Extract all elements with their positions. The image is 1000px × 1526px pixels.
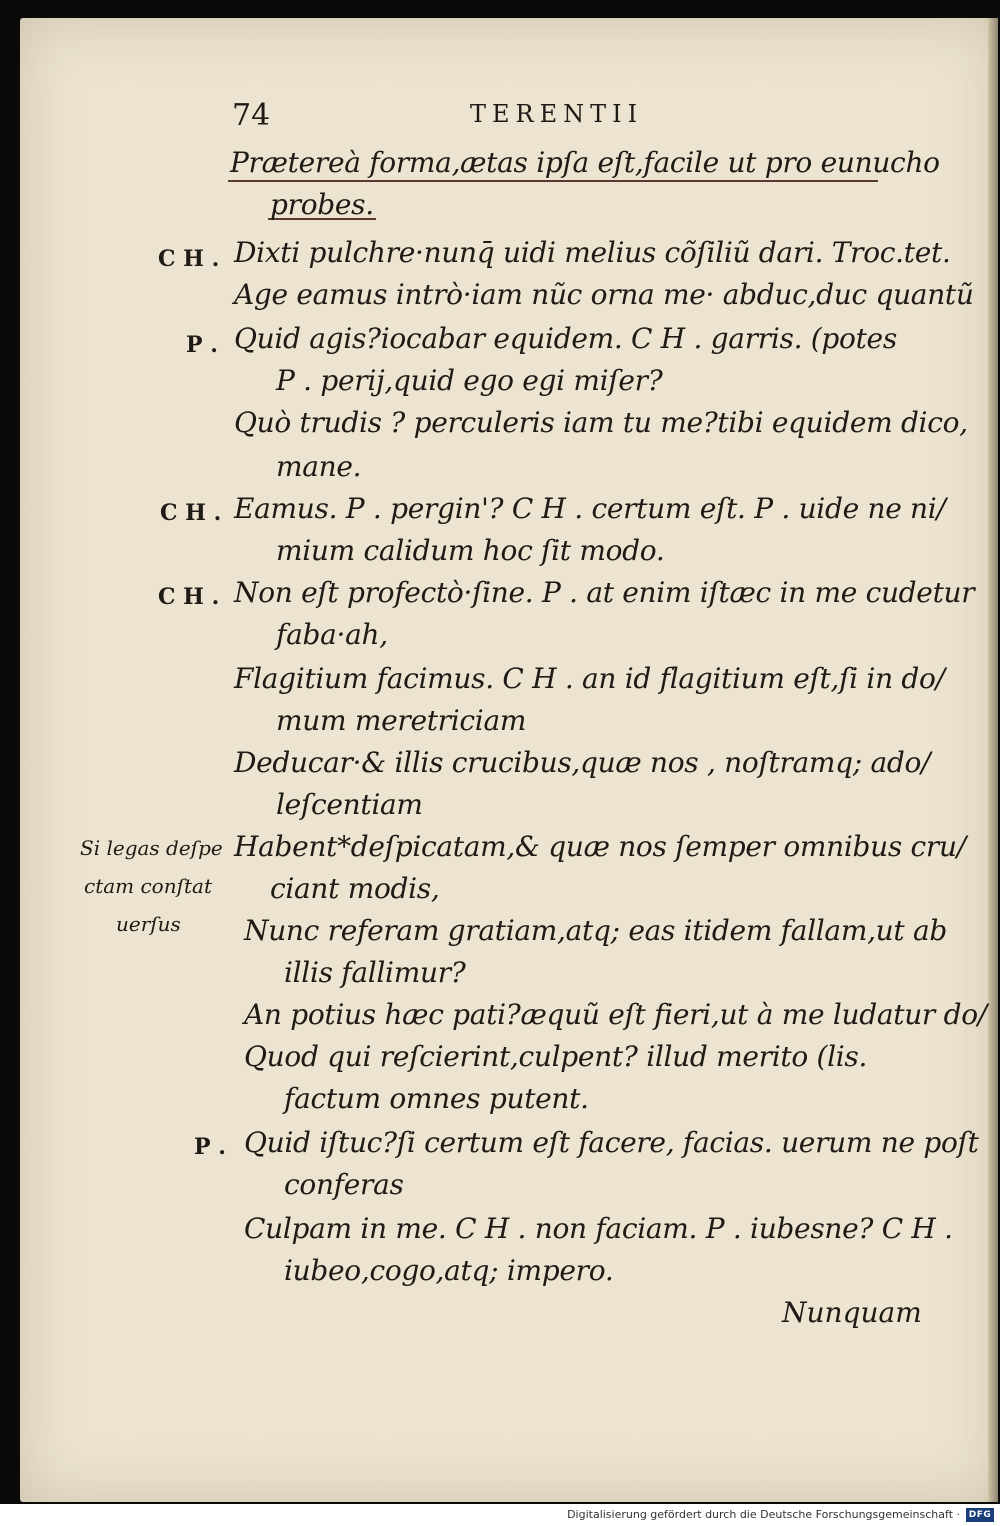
text-line: Culpam in me. C H . non faciam. P . iubesne? C H . — [244, 1212, 953, 1245]
text-line: Quid iſtuc?ſi certum eſt facere, facias. uerum ne poſt — [244, 1126, 979, 1159]
text-line: Quod qui reſcierint,culpent? illud merito (lis. — [244, 1040, 868, 1073]
text-line: Habent*deſpicatam,& quæ nos ſemper omnibus cru/ — [234, 830, 966, 863]
dfg-logo: DFG — [966, 1508, 994, 1522]
margin-note-line: Si legas deſpe — [80, 836, 223, 860]
page-number: 74 — [232, 98, 271, 133]
text-line: probes. — [270, 188, 374, 221]
footer-credit: Digitalisierung gefördert durch die Deutsche Forschungsgemeinschaft · — [567, 1508, 960, 1521]
speaker-label: C H . — [158, 584, 220, 610]
text-line: Nunc referam gratiam,atq; eas itidem fallam,ut ab — [244, 914, 947, 947]
text-line: leſcentiam — [276, 788, 423, 821]
footer-bar — [0, 1504, 1000, 1526]
text-line: P . perij,quid ego egi miſer? — [276, 364, 663, 397]
catchword: Nunquam — [782, 1296, 922, 1329]
text-line: mium calidum hoc ſit modo. — [276, 534, 665, 567]
speaker-label: P . — [186, 332, 218, 358]
text-line: Age eamus intrò·iam nũc orna me· abduc,duc quantũ — [234, 278, 974, 311]
margin-note-line: ctam conſtat — [84, 874, 213, 898]
speaker-label: C H . — [160, 500, 222, 526]
text-line: faba·ah, — [276, 618, 388, 651]
text-line: conferas — [284, 1168, 404, 1201]
speaker-label: C H . — [158, 246, 220, 272]
running-title: TERENTII — [470, 100, 644, 128]
text-line: mane. — [276, 450, 362, 483]
page-edge — [988, 18, 998, 1502]
text-line: Flagitium facimus. C H . an id flagitium eſt,ſi in do/ — [234, 662, 945, 695]
text-line: Non eſt profectò·ſine. P . at enim iſtæc in me cudetur — [234, 576, 975, 609]
text-line: illis fallimur? — [284, 956, 466, 989]
handwritten-underline — [228, 180, 878, 182]
text-line: Eamus. P . pergin'? C H . certum eſt. P . uide ne ni/ — [234, 492, 946, 525]
margin-note-line: uerſus — [116, 912, 181, 936]
text-line: Quò trudis ? perculeris iam tu me?tibi equidem dico, — [234, 406, 968, 439]
text-line: Quid agis?iocabar equidem. C H . garris. (potes — [234, 322, 897, 355]
text-line: Deducar·& illis crucibus,quæ nos , noſtramq; ado/ — [234, 746, 931, 779]
text-line: iubeo,cogo,atq; impero. — [284, 1254, 614, 1287]
text-line: Prætereà forma,ætas ipſa eſt,facile ut pro eunucho — [230, 146, 940, 179]
speaker-label: P . — [194, 1134, 226, 1160]
text-line: Dixti pulchre·nunq̄ uidi melius cõſiliũ dari. Troc.tet. — [234, 236, 951, 269]
text-line: mum meretriciam — [276, 704, 527, 737]
text-line: An potius hæc pati?æquũ eſt fieri,ut à me ludatur do/ — [244, 998, 987, 1031]
text-line: factum omnes putent. — [284, 1082, 589, 1115]
text-line: ciant modis, — [270, 872, 440, 905]
